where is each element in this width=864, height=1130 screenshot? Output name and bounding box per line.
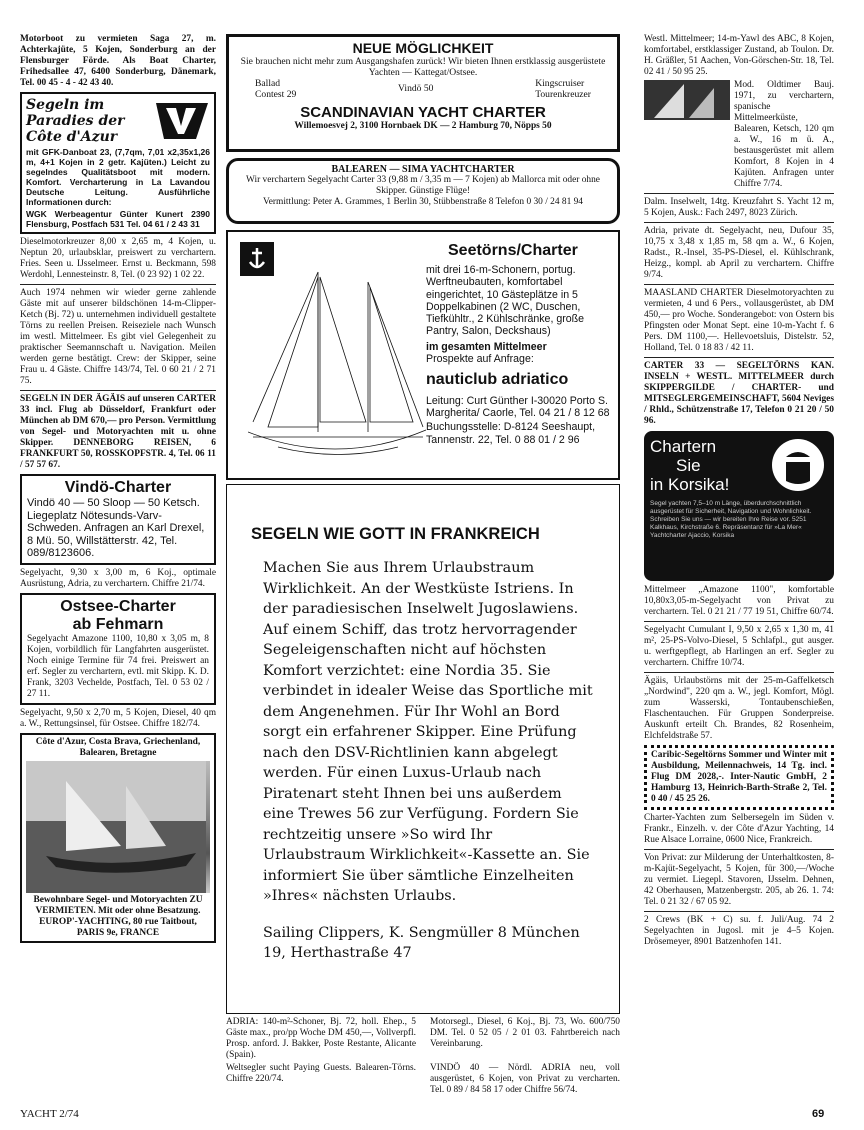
v-logo-icon [152,101,210,141]
divider [644,284,834,285]
classified-ad: Westl. Mittelmeer; 14-m-Yawl des ABC, 8 Kojen, komfortabel, erstklassiger Zustand, ab Toulon. Dr. H. Gräßler, 51 Aachen, Von-Görschen-Str. 18, Tel. 02 41 / 50 95 25. [644,34,834,77]
sailboat-image [26,761,206,893]
bottom-ads-2 [226,1063,620,1096]
divider [644,849,834,850]
divider [644,911,834,912]
korsika-ad [644,431,834,581]
korsika-line-2: Sie [676,456,701,475]
seetoerns-text [426,242,616,446]
classified-ad: CARTER 33 — SEGELTÖRNS KAN. INSELN + WESTL. MITTELMEER durch SKIPPERGILDE / CHARTER- und MITSEGLERGEMEINSCHAFT, 5604 Neviges / Rhld., Schützenstraße 17, Telefon 0 21 20 / 50 96. [644,361,834,426]
bottom-ads [226,1017,620,1061]
classified-ad: Charter-Yachten zum Selbersegeln im Süden v. Frankr., Einzelh. v. der Côte d'Azur Yachting, 14 Rue Alsace Lorraine, 0600 Nice, Frankreich. [644,813,834,845]
seetoerns-request: Prospekte auf Anfrage: [426,352,534,365]
classified-ad: ADRIA: 140-m²-Schoner, Bj. 72, holl. Ehep., 5 Gäste max., pro/pp Woche DM 450,—, Vollverpfl. Prosp. anford. J. Bakker, Poste Restante, Alicante (Spain). [226,1017,416,1060]
boat-name: Contest 29 [255,89,297,100]
seetoerns-office: Buchungsstelle: D-8124 Seeshaupt, Tannenstr. 22, Tel. 0 88 01 / 2 96 [426,421,596,446]
left-column [20,34,216,946]
classified-ad: SEGELN IN DER ÄGÄIS auf unseren CARTER 33 incl. Flug ab Düsseldorf, Frankfurt oder München ab DM 670,— pro Person. Vermittlung von Segel- und Motoryachten mit u. ohne Skipper. DENNEBORG REISEN, 6 FRANKFURT 50, ROSSKOPFSTR. 4, Tel. 06 11 / 57 57 67. [20,394,216,470]
classified-ad: 2 Crews (BK + C) su. f. Juli/Aug. 74 2 Segelyachten in Jugosl. mit je 4–5 Kojen. Drösemeyer, 8901 Batzenhofen 141. [644,915,834,947]
oldtimer-ad [644,80,834,190]
classified-ad: Von Privat: zur Milderung der Unterhaltkosten, 8-m-Kajüt-Segelyacht, 5 Kojen, für 300,—/Woche zu vermiet. Liegepl. Stavoren, IJsselm. Dehnen, 42 Oberhausen, Matzenbergstr. 205, ab 26. 1. 74: Tel. 0 21 32 / 67 05 92. [644,853,834,907]
balearen-title: BALEAREN — SIMA YACHTCHARTER [331,164,515,175]
europ-heading: Côte d'Azur, Costa Brava, Griechenland, Balearen, Bretagne [35,736,201,758]
europ-yachting-ad [20,733,216,943]
nauticlub-brand: nauticlub adriatico [426,370,569,388]
sailboat-photo [26,761,210,893]
balearen-ad [226,158,620,224]
classified-ad: VINDÖ 40 — Nördl. ADRIA neu, voll ausgerüstet, 6 Kojen, von Privat zu vercharten. Tel. 0 89 / 84 58 17 oder Chiffre 56/74. [430,1063,620,1095]
korsika-line-1: Chartern [650,437,717,456]
divider [20,390,216,391]
segeln-body: mit GFK-Danboat 23, (7,7qm, 7,01 x2,35x1,26 m, 4+1 Kojen in 2 getr. Kajüten.) Leicht zu segelndes Qualitätsboot mit modern. Komfort. Vercharterung in La Lavandou Deutsche Leitung. Ausführliche Informationen durch: [26,147,210,207]
footer-left: YACHT 2/74 [20,1108,79,1120]
boat-name: Ballad [255,78,281,89]
divider [644,222,834,223]
seetoerns-ad [226,230,620,480]
divider [20,284,216,285]
caribic-text: Caribic-Segeltörns Sommer und Winter mit Ausbildung, Meilennachweis, 14 Tg. incl. Flug DM 2028,-. Inter-Nautic GmbH, 2 Hamburg 13, Heinrich-Barth-Straße 2, Tel. 0 40 / 45 25 26. [651,750,827,804]
seetoerns-area: im gesamten Mittelmeer [426,340,547,353]
vindo-charter-ad [20,474,216,565]
classified-ad: Adria, private dt. Segelyacht, neu, Dufour 35, 10,75 x 3,48 x 1,85 m, 58 qm a. W., 6 Kojen, Radst., R.-Insel, 35-PS-Diesel, el. Kühlschrank, Heizg., kompl. ab April zu verchartern. Chiffre 9/74. [644,226,834,280]
classified-ad: Ägäis, Urlaubstörns mit der 25-m-Gaffelketsch „Nordwind", 220 qm a. W., jegl. Komfort, Mögl. zum Wasserski, Tontaubenschießen, Flaschentauchen. Für Gruppen Sonderpreise. Auskunft erteilt Ch. Brandes, 82 Rosenheim, Elchfeldstraße 57. [644,676,834,741]
classified-ad: Auch 1974 nehmen wir wieder gerne zahlende Gäste mit auf unserer bildschönen 14-m-Clipper-Ketch (Bj. 72) u. unternehmen individuell gestaltete Törns zu reellen Preisen. Reiseziele nach Wunsch im westl. Mittelmeer. Es gibt viel Gelegenheit zu praktischer Seemannschaft u. Navigation. Meilen werden gerne bestätigt. Crew: der Skipper, seine Frau u. 4 Gäste. Chiffre 143/74, Tel. 0 60 21 / 2 71 75. [20,288,216,386]
neue-title: NEUE MÖGLICHKEIT [352,40,494,56]
korsika-details: Segel yachten 7,5–10 m Länge, überdurchschnittlich ausgerüstet für Sicherheit, Navigation und Wohnlichkeit. Schreiben Sie uns — wir bereiten Ihre Reise vor. 5251 Kalkhaus, Kirchstraße 6. Repräsentanz für »La Mer« Yachtcharter Ajaccio, Korsika [650,500,812,539]
balearen-contact: Vermittlung: Peter A. Grammes, 1 Berlin 30, Stübbenstraße 8 Telefon 0 30 / 24 81 94 [263,197,583,207]
right-column [644,34,834,950]
classified-ad: Segelyacht, 9,30 x 3,00 m, 6 Koj., optimale Ausrüstung, Adria, zu verchartern. Chiffre 21/74. [20,567,216,589]
classified-ad: Mittelmeer „Amazone 1100", komfortable 10,80x3,05-m-Segelyacht von Privat zu verchartern. Tel. 0 21 21 / 77 19 51, Chiffre 60/74. [644,585,834,617]
gott-body: Machen Sie aus Ihrem Urlaubstraum Wirklichkeit. An der Westküste Istriens. In der paradiesischen Inselwelt Jugoslawiens. Auf einem Schiff, das trotz hervorragender Segeleigenschaften nicht auf höchsten Komfort verzichtet: eine Nordia 35. Sie verbindet in idealer Weise das Sportliche mit dem Angenehmen. Für Ihr Wohl an Bord sorgt ein erfahrener Skipper. Eine Prüfung nach den DSV-Richtlinien kann abgelegt werden. Für einen Luxus-Urlaub nach Piratenart steht Ihnen bei uns außerdem eine Trewes 56 zur Verfügung. Fordern Sie rechtzeitig unsere »So wird Ihr Urlaubstraum Wirklichkeit«-Kassette an. Sie informiert Sie über sämtliche Einzelheiten »Ihres« nächsten Urlaubs. [263,560,593,904]
scandinavian-address: Willemoesvej 2, 3100 Hornbaek DK — 2 Hamburg 70, Nöpps 50 [294,121,552,131]
divider [644,672,834,673]
divider [644,621,834,622]
classified-ad: Segelyacht, 9,50 x 2,70 m, 5 Kojen, Diesel, 40 qm a. W., Rettungsinsel, für Ostsee. Chiffre 182/74. [20,707,216,729]
balearen-body: Wir verchartern Segelyacht Carter 33 (9,88 m / 3,35 m — 7 Kojen) ab Mallorca mit oder ohne Skipper. Günstige Flüge! [246,175,600,196]
gott-signature: Sailing Clippers, K. Sengmüller 8 München 19, Herthastraße 47 [263,924,580,961]
segeln-contact: WGK Werbeagentur Günter Kunert 2390 Flensburg, Postfach 531 Tel. 04 61 / 2 43 31 [26,209,210,229]
seetoerns-lead: Leitung: Curt Günther I-30020 Porto S. Margherita/ Caorle, Tel. 04 21 / 8 12 68 [426,394,610,420]
vindo-title: Vindö-Charter [64,479,172,496]
moor-head-icon [770,437,826,493]
seetoerns-body: mit drei 16-m-Schonern, portug. Werftneubauten, komfortabel eingerichtet, 10 Gästeplätze in 5 Doppelkabinen (2 WC, Duschen, Tiefkühltr., 2 Kühlschränke, große Pantry, Salon, Deckshaus) [426,264,585,338]
scandinavian-title: SCANDINAVIAN YACHT CHARTER [300,104,546,121]
europ-body: Bewohnbare Segel- und Motoryachten ZU VERMIETEN. Mit oder ohne Besatzung. EUROP'-YACHTING, 80 rue Taitbout, PARIS 9e, FRANCE [33,894,203,938]
ostsee-charter-ad [20,593,216,705]
divider [644,193,834,194]
classified-ad: Dalm. Inselwelt, 14tg. Kreuzfahrt S. Yacht 12 m, 5 Kojen, Ausk.: Fach 2497, 8023 Zürich. [644,197,834,218]
classified-ad: MAASLAND CHARTER Dieselmotoryachten zu vermieten, 4 und 6 Pers., vollausgerüstet, ab DM 450,— pro Woche. Sonderangebot: von Ostern bis Pfingsten oder Monat Sept. eine 10-m-Yacht f. 6 Pers. DM 1100,—. Hellevoetsluis, Distelstr. 52, Holland, Tel. 0 18 83 / 42 11. [644,288,834,353]
segeln-ad [20,92,216,234]
segeln-title: Segeln im Paradies der Côte d'Azur [26,97,125,145]
schooner-drawing [248,262,428,472]
middle-column [226,34,620,1096]
classified-ad: Segelyacht Cumulant I, 9,50 x 2,65 x 1,30 m, 41 m², 25-PS-Volvo-Diesel, 5 Schlafpl., gut ausger. u. werftgepflegt, ab Harlingen an erf. Segler zu verchartern. Chiffre 10/74. [644,625,834,668]
boat-name: Kingscruiser [535,78,585,89]
korsika-line-3: in Korsika! [650,475,730,494]
classified-ad: Weltsegler sucht Paying Guests. Balearen-Törns. Chiffre 220/74. [226,1063,416,1084]
classified-ad: Dieselmotorkreuzer 8,00 x 2,65 m, 4 Kojen, u. Neptun 20, urlaubsklar, preiswert zu verchartern. Fries. Seen u. IJsselmeer. Ernst u. Beckmann, 598 Werdohl, Lennesteinstr. 8, Tel. (0 23 92) 1 02 22. [20,237,216,280]
divider [644,357,834,358]
boat-list [237,78,609,100]
classified-ad: Motorboot zu vermieten Saga 27, m. Achterkajüte, 5 Kojen, Sonderburg an der Flensburger Förde. Als Boat Charter, Frihedsallee 47, 6400 Sonderburg, Dänemark, Tel. 00 45 - 4 - 42 43 40. [20,34,216,88]
oldtimer-text: Mod. Oldtimer Bauj. 1971, zu verchartern, spanische Mittelmeerküste, Balearen, Ketsch, 120 qm a. W., 16 m ü. A., bestausgerüstet mit allem Komfort, 8 Kojen in 4 Kajüten. Anfragen unter Chiffre 7/74. [734,80,834,189]
boat-name: Vindö 50 [398,83,434,94]
boat-name: Tourenkreuzer [535,89,591,100]
seetoerns-title: Seetörns/Charter [448,242,578,259]
ostsee-body: Segelyacht Amazone 1100, 10,80 x 3,05 m, 8 Kojen, vorbildlich für Langfahrten ausgerüstet. Noch einige Termine für 74 frei. Preiswert an erf. Segler zu verchartern, evtl. mit Skipp. K. D. Frank, 3203 Vechelde, Postfach, Tel. 0 53 02 / 27 11. [27,633,209,699]
oldtimer-photo [644,80,730,120]
page-number: 69 [812,1108,825,1120]
ostsee-title: Ostsee-Charter [60,597,176,615]
ostsee-subtitle: ab Fehmarn [72,615,164,633]
classified-ad: Motorsegl., Diesel, 6 Koj., Bj. 73, Wo. 600/750 DM. Tel. 0 52 05 / 2 01 03. Fahrtbereich nach Vereinbarung. [430,1017,620,1049]
caribic-ad [644,745,834,810]
segeln-wie-gott-ad [226,484,620,1014]
gott-title: SEGELN WIE GOTT IN FRANKREICH [251,525,540,543]
vindo-body: Vindö 40 — 50 Sloop — 50 Ketsch. Liegeplatz Nötesunds-Varv-Schweden. Anfragen an Karl Drexel, 8 Mü. 50, Willstätterstr. 42, Tel. 089/8123606. [27,497,205,559]
neue-body: Sie brauchen nicht mehr zum Ausgangshafen zurück! Wir bieten Ihnen erstklassig ausgerüstete Yachten — Kattegat/Ostsee. [240,56,606,78]
neue-moeglichkeit-ad [226,34,620,152]
